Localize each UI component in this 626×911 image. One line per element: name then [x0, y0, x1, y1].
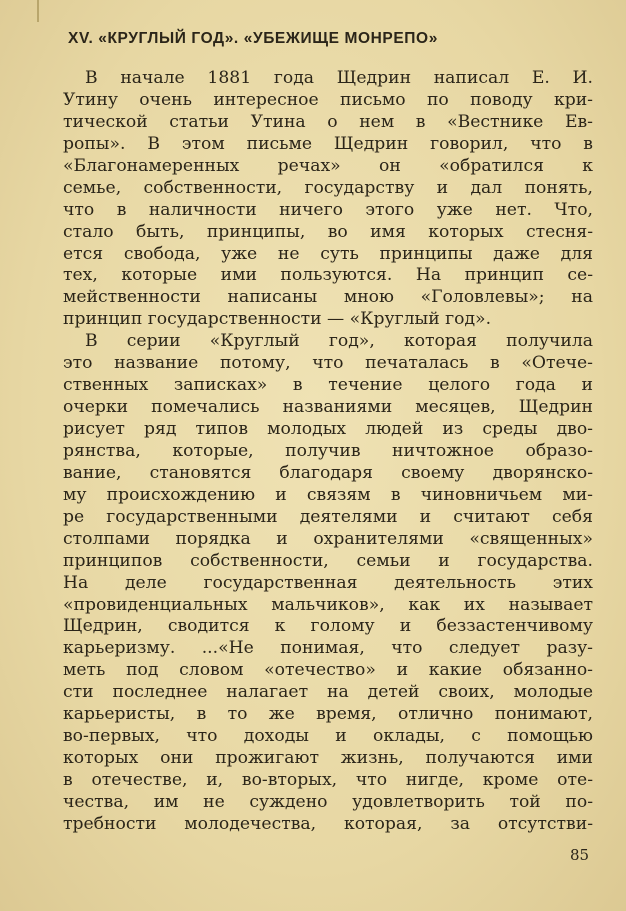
text-line: карьеристы, в то же время, отлично понимают, [63, 704, 593, 725]
text-line: «провиденциальных мальчиков», как их называет [63, 594, 593, 615]
text-line: которых они прожигают жизнь, получаются ими [63, 748, 593, 769]
text-line: Щедрин, сводится к голому и беззастенчивому [63, 616, 593, 637]
text-line: тех, которые ими пользуются. На принцип се- [63, 265, 593, 286]
text-line: столпами порядка и охранителями «священных» [63, 528, 593, 549]
text-line: тической статьи Утина о нем в «Вестнике Ев- [63, 111, 593, 132]
text-line: стало быть, принципы, во имя которых стесня- [63, 221, 593, 242]
text-line: принципов собственности, семьи и государства. [63, 550, 593, 571]
text-line: На деле государственная деятельность этих [63, 572, 593, 593]
body-text [63, 68, 593, 836]
page-number: 85 [570, 846, 590, 864]
text-line: в отечестве, и, во-вторых, что нигде, кроме оте- [63, 770, 593, 790]
text-line: «Благонамеренных речах» он «обратился к [63, 155, 593, 176]
text-line: семье, собственности, государству и дал понять, [63, 177, 593, 198]
text-line: ре государственными деятелями и считают себя [63, 506, 593, 527]
text-line: чества, им не суждено удовлетворить той по- [63, 791, 593, 812]
text-line: В начале 1881 года Щедрин написал Е. И. [85, 68, 593, 88]
text-line: му происхождению и связям в чиновничьем ми- [63, 484, 593, 505]
text-line: ется свобода, уже не суть принципы даже для [63, 243, 593, 264]
text-line: это название потому, что печаталась в «Отече- [63, 353, 593, 374]
text-line: что в наличности ничего этого уже нет. Что, [63, 199, 593, 220]
text-line: меть под словом «отечество» и какие обязанно- [63, 660, 593, 681]
text-line: ственных записках» в течение целого года и [63, 375, 593, 396]
text-line: рисует ряд типов молодых людей из среды дво- [63, 419, 593, 439]
text-line: Утину очень интересное письмо по поводу кри- [63, 89, 593, 110]
text-line: очерки помечались названиями месяцев, Щедрин [63, 397, 593, 418]
text-line: вание, становятся благодаря своему дворянско- [63, 462, 593, 483]
text-line: во-первых, что доходы и оклады, с помощью [63, 726, 593, 747]
text-line: карьеризму. ...«Не понимая, что следует разу- [63, 638, 593, 659]
text-line: ропы». В этом письме Щедрин говорил, что в [63, 133, 593, 154]
text-line: рянства, которые, получив ничтожное образо- [63, 440, 593, 461]
chapter-heading: XV. «КРУГЛЫЙ ГОД». «УБЕЖИЩЕ МОНРЕПО» [68, 30, 438, 47]
text-line: требности молодечества, которая, за отсутстви- [63, 813, 593, 834]
text-line: мейственности написаны мною «Головлевы»; на [63, 287, 593, 308]
binding-mark [37, 0, 39, 22]
text-line: принцип государственности — «Круглый год». [63, 309, 492, 330]
text-line: сти последнее налагает на детей своих, молодые [63, 682, 593, 703]
text-line: В серии «Круглый год», которая получила [85, 331, 593, 352]
